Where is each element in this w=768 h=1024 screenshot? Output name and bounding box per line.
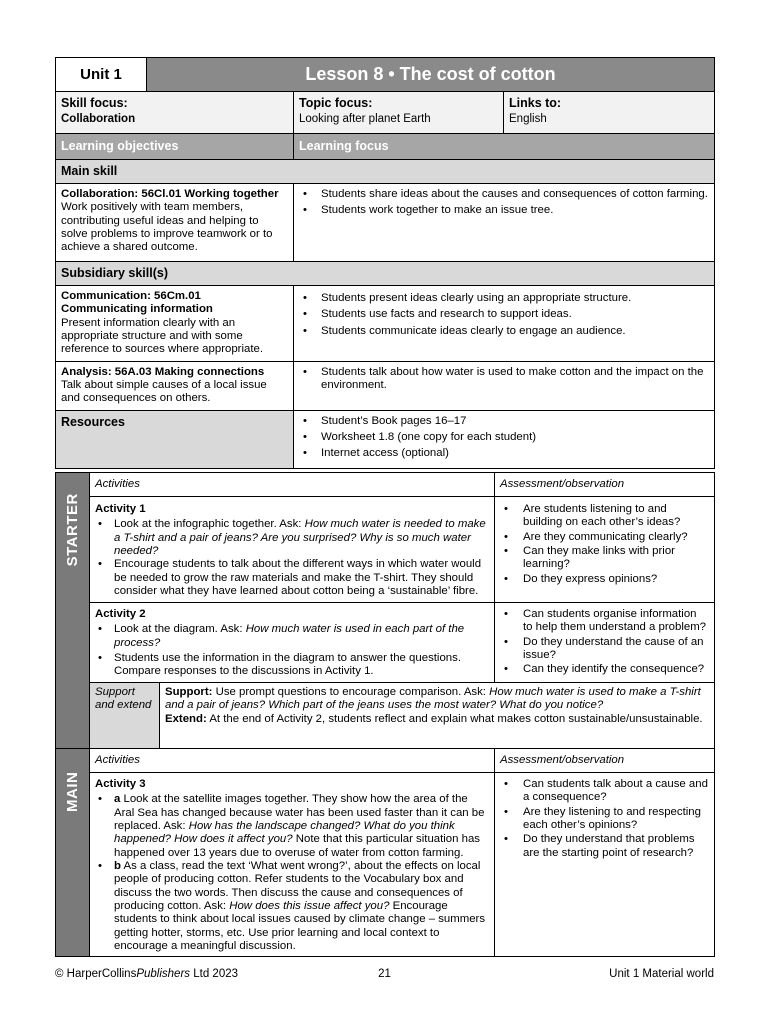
activity-2-assessment-list <box>500 608 709 677</box>
activities-table <box>55 472 715 957</box>
main-skill-description: Work positively with team members, contributing useful ideas and helping to solve problems to improve teamwork or to achieve a shared outcome. <box>61 201 273 254</box>
list-item: • Worksheet 1.8 (one copy for each student) <box>299 431 709 444</box>
main-skill-focus-list <box>299 188 709 218</box>
links-to-label: Links to: <box>509 96 562 110</box>
subsidiary-skill-1-focus-list <box>299 292 709 338</box>
starter-assessment-heading: Assessment/observation <box>495 473 715 497</box>
resources-list <box>299 415 709 461</box>
list-item: • Can students organise information to help them understand a problem? <box>500 608 709 635</box>
activity-2-prompt: Look at the diagram. Ask: <box>114 623 246 636</box>
support-label: Support: <box>165 686 213 698</box>
main-skill-title: Collaboration: 56Cl.01 Working together <box>61 188 279 200</box>
activity-3-part-a-text: Look at the satellite images together. They show how the area of the Aral Sea has changed because water has been used faster than it can be replaced. Ask: <box>114 793 485 833</box>
lesson-title: Lesson 8 • The cost of cotton <box>147 58 715 92</box>
main-activities-heading: Activities <box>90 749 495 773</box>
support-question: How much water is used to make a T-shirt and a pair of jeans? Which part of the jeans uses the most water? What do you notice? <box>165 686 701 712</box>
main-skill-cell <box>56 184 294 262</box>
list-item: • Do they understand that problems are the starting point of research? <box>500 833 709 860</box>
activity-2-title: Activity 2 <box>95 608 146 620</box>
list-item: • Can they make links with prior learning? <box>500 545 709 572</box>
activity-3-part-a-letter: a <box>114 793 121 806</box>
list-item: • Students share ideas about the causes and consequences of cotton farming. <box>299 188 709 201</box>
main-label: MAIN <box>63 771 81 812</box>
main-section-bar <box>56 749 90 957</box>
list-item: • Students use the information in the diagram to answer the questions. Compare responses to the discussions in Activity 1. <box>95 652 489 679</box>
subsidiary-skill-2-title: Analysis: 56A.03 Making connections <box>61 365 265 378</box>
activity-1-assessment-list <box>500 503 709 586</box>
unit-title: Unit 1 Material world <box>609 968 714 980</box>
activity-1-cell <box>90 497 495 603</box>
extend-label: Extend: <box>165 712 207 725</box>
resources-heading: Resources <box>56 410 294 468</box>
list-item: • Are students listening to and building on each other’s ideas? <box>500 503 709 530</box>
subsidiary-skill-2-focus-list <box>299 366 709 393</box>
activity-3-title: Activity 3 <box>95 778 146 790</box>
main-assessment-heading: Assessment/observation <box>495 749 715 773</box>
activity-3-part-a-note: Note that this particular situation has happened over 13 years due to overuse of water from cotton farming. <box>114 833 481 859</box>
resources-cell <box>294 410 715 468</box>
activity-3-part-b-note: Encourage students to think about local issues caused by climate change – summers getting hotter, storms, etc. Use prior learning and local context to encourage a meaningful discussion. <box>114 900 486 953</box>
copyright-prefix: © HarperCollins <box>55 968 137 980</box>
extend-text <box>165 713 709 726</box>
activity-1-list <box>95 518 489 598</box>
activity-3-assessment-cell <box>495 773 715 957</box>
starter-activities-heading: Activities <box>90 473 495 497</box>
list-item: • Are they communicating clearly? <box>500 531 709 544</box>
support-and-extend-label: Support and extend <box>90 683 160 749</box>
subsidiary-skill-1-focus-cell <box>294 286 715 362</box>
list-item: • Students communicate ideas clearly to engage an audience. <box>299 325 709 338</box>
list-item: • Student’s Book pages 16–17 <box>299 415 709 428</box>
page-number: 21 <box>378 968 391 980</box>
subsidiary-skill-1-cell <box>56 286 294 362</box>
list-item: • Encourage students to talk about the different ways in which water would be needed to grow the raw materials and make the T-shirt. They should consider what they have learned about cotton being a ‘sustainable’ fibre. <box>95 558 489 598</box>
list-item: • Internet access (optional) <box>299 447 709 460</box>
links-to-value: English <box>509 112 547 125</box>
extend-body: At the end of Activity 2, students reflect and explain what makes cotton sustainable/unsustainable. <box>206 712 703 725</box>
main-skill-focus-cell <box>294 184 715 262</box>
starter-section-bar <box>56 473 90 749</box>
copyright-publisher: Publishers <box>136 968 191 980</box>
activity-2-cell <box>90 603 495 683</box>
learning-focus-heading: Learning focus <box>294 134 715 160</box>
subsidiary-skill-2-description: Talk about simple causes of a local issue and consequences on others. <box>61 379 267 405</box>
skill-focus-cell <box>56 92 294 134</box>
list-item: • Can they identify the consequence? <box>500 663 709 676</box>
list-item: • Students work together to make an issue tree. <box>299 204 709 217</box>
activity-2-list <box>95 623 489 678</box>
activity-1-prompt: Look at the infographic together. Ask: <box>114 518 305 531</box>
subsidiary-skill-2-cell <box>56 361 294 410</box>
subsidiary-skill-1-description: Present information clearly with an appropriate structure and with some reference to sources where appropriate. <box>61 316 263 356</box>
activity-2-question: How much water is used in each part of the process? <box>114 623 465 649</box>
list-item: • Are they listening to and respecting each other’s opinions? <box>500 806 709 833</box>
skill-focus-label: Skill focus: <box>61 96 128 110</box>
activity-3-part-b-question: How does this issue affect you? <box>229 900 390 913</box>
activity-2-assessment-cell <box>495 603 715 683</box>
starter-label: STARTER <box>63 493 81 567</box>
list-item: • Do they understand the cause of an issue? <box>500 636 709 663</box>
activity-3-part-a-question: How has the landscape changed? What do you think happened? How does it affect you? <box>114 820 455 846</box>
subsidiary-skill-1-title: Communication: 56Cm.01 Communicating information <box>61 290 213 316</box>
activity-3-part-b-letter: b <box>114 860 121 873</box>
list-item <box>95 623 489 650</box>
main-skill-heading: Main skill <box>56 160 715 184</box>
copyright-suffix: Ltd 2023 <box>190 968 239 980</box>
activity-1-title: Activity 1 <box>95 503 146 515</box>
activity-3-assessment-list <box>500 778 709 860</box>
topic-focus-cell <box>294 92 504 134</box>
learning-objectives-heading: Learning objectives <box>56 134 294 160</box>
skill-focus-value: Collaboration <box>61 112 136 125</box>
list-item: • Do they express opinions? <box>500 573 709 586</box>
list-item <box>95 518 489 558</box>
topic-focus-value: Looking after planet Earth <box>299 112 431 125</box>
activity-1-assessment-cell <box>495 497 715 603</box>
support-and-extend-cell <box>160 683 715 749</box>
activity-1-question: How much water is needed to make a T-shirt and a pair of jeans? Are you surprised? Why is so much water needed? <box>114 518 486 558</box>
list-item <box>95 860 489 953</box>
subsidiary-skill-2-focus-cell <box>294 361 715 410</box>
list-item: • Students present ideas clearly using an appropriate structure. <box>299 292 709 305</box>
support-text <box>165 686 709 713</box>
activity-3-cell <box>90 773 495 957</box>
list-item: • Can students talk about a cause and a consequence? <box>500 778 709 805</box>
list-item: • Students talk about how water is used to make cotton and the impact on the environment. <box>299 366 709 393</box>
lesson-overview-table <box>55 57 715 469</box>
subsidiary-skills-heading: Subsidiary skill(s) <box>56 262 715 286</box>
topic-focus-label: Topic focus: <box>299 96 373 110</box>
unit-label: Unit 1 <box>56 58 147 92</box>
activity-3-list <box>95 793 489 953</box>
links-to-cell <box>504 92 715 134</box>
support-prompt: Use prompt questions to encourage comparison. Ask: <box>212 686 490 698</box>
activity-3-part-b-text: As a class, read the text ‘What went wrong?’, about the effects on local people of producing cotton. Refer students to the Vocabulary box and discuss the two words. Then discuss the cause and consequences of producing cotton. Ask: <box>114 860 481 913</box>
list-item: • Students use facts and research to support ideas. <box>299 308 709 321</box>
list-item <box>95 793 489 860</box>
